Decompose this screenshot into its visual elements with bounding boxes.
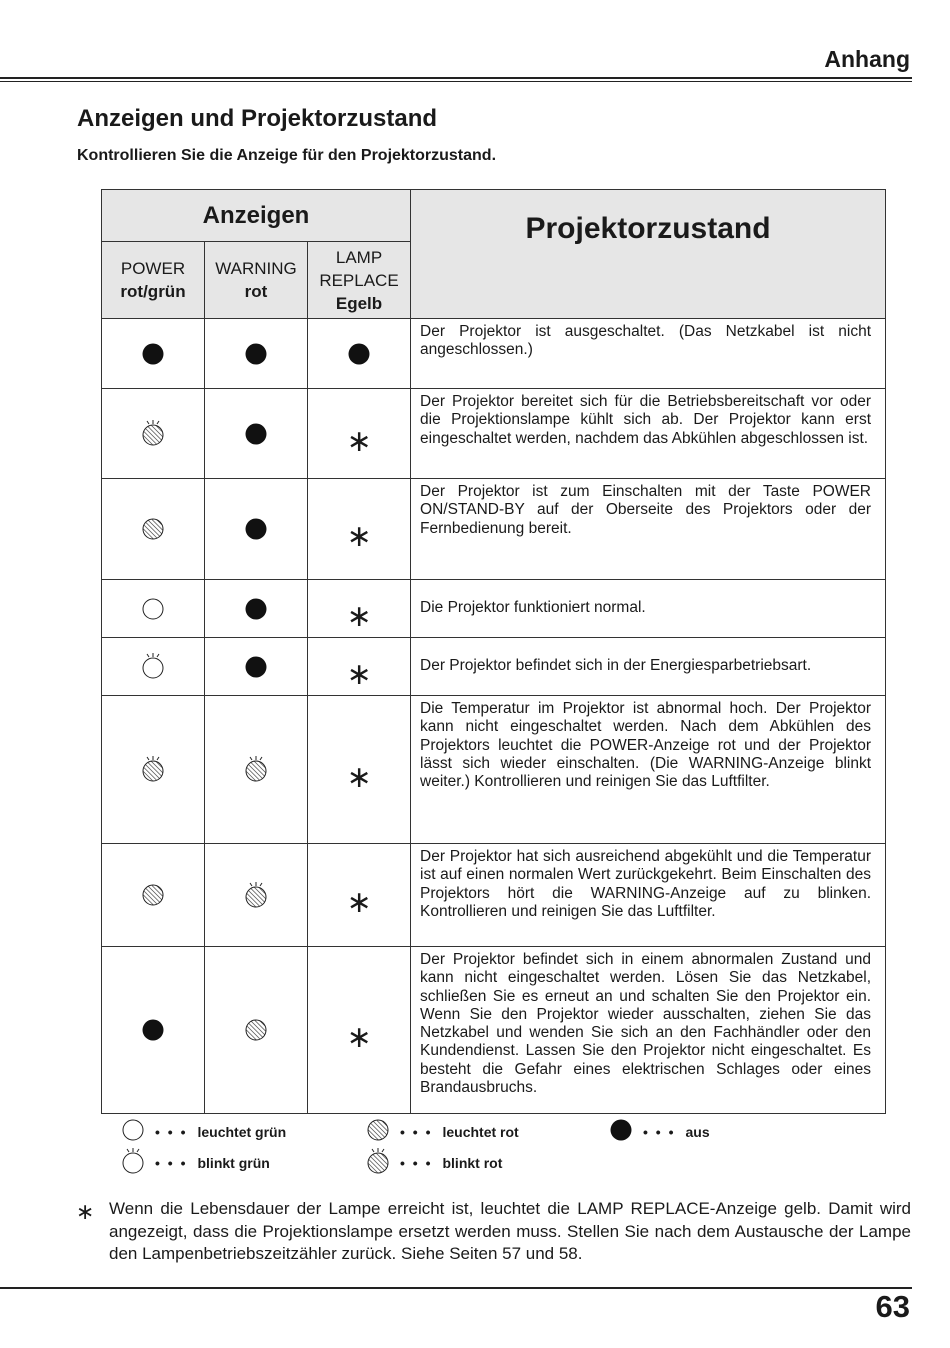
power-indicator-cell	[102, 947, 205, 1114]
legend-off	[609, 1119, 710, 1144]
led-red-blink-icon	[141, 761, 165, 778]
legend-green-blink-label: blinkt grün	[197, 1155, 270, 1171]
led-off-icon	[244, 345, 268, 362]
section-label: Anhang	[824, 46, 910, 72]
state-description: Der Projektor ist zum Einschalten mit der Taste POWER ON/STAND-BY auf der Oberseite des Projektors oder der Fernbedienung bereit.	[411, 479, 886, 580]
lamp-indicator-cell	[308, 580, 411, 638]
footnote-text: Wenn die Lebensdauer der Lampe erreicht ist, leuchtet die LAMP REPLACE-Anzeige gelb. Damit wird angezeigt, dass die Projektionslampe ersetzt werden muss. Stellen Sie nach dem Austausche der Lampe den Lampenbetriebszeitzähler zurück. Siehe Seiten 57 und 58.	[109, 1199, 911, 1263]
legend-dots: • • •	[155, 1155, 188, 1171]
state-description: Der Projektor hat sich ausreichend abgekühlt und die Temperatur ist auf einen normalen Wert zurückgekehrt. Beim Einschalten des Projektors hört die WARNING-Anzeige auf zu blinken. Kontrollieren und reinigen Sie das Luftfilter.	[411, 844, 886, 947]
power-indicator-cell	[102, 638, 205, 696]
indicator-table	[101, 189, 886, 1114]
state-description: Der Projektor befindet sich in einem abnormalen Zustand und kann nicht eingeschaltet werden. Lösen Sie das Netzkabel, schließen Sie es erneut an und schalten Sie den Projektor ein. Wenn Sie den Projektor wieder ausschalten, ziehen Sie das Netzkabel und wenden Sie sich an den Fachhändler oder den Kundendienst. Lassen Sie den Projektor nicht eingeschaltet. Es besteht die Gefahr eines elektrischen Schlages oder eines Brandausbruchs.	[411, 947, 886, 1114]
power-indicator-cell	[102, 389, 205, 479]
led-red-icon	[366, 1119, 390, 1144]
led-green-icon	[121, 1119, 145, 1144]
asterisk-icon: ∗	[346, 599, 372, 633]
state-description: Die Projektor funktioniert normal.	[411, 580, 886, 638]
lamp-indicator-cell	[308, 947, 411, 1114]
led-red-icon	[244, 1021, 268, 1038]
warning-indicator-cell	[205, 389, 308, 479]
table-row	[102, 319, 886, 389]
warning-indicator-cell	[205, 638, 308, 696]
legend-dots: • • •	[643, 1123, 676, 1140]
footer-rule	[0, 1287, 912, 1289]
asterisk-icon: ∗	[346, 1021, 372, 1054]
projector-state-header: Projektorzustand	[411, 190, 886, 319]
led-red-icon	[141, 886, 165, 903]
warning-indicator-cell	[205, 696, 308, 844]
led-off-icon	[244, 520, 268, 537]
lamp-indicator-cell	[308, 389, 411, 479]
led-green-icon	[141, 600, 165, 617]
asterisk-icon: ∗	[346, 886, 372, 919]
warning-indicator-cell	[205, 580, 308, 638]
asterisk-icon: ∗	[346, 520, 372, 553]
asterisk-icon: ∗	[346, 424, 372, 458]
legend-green	[121, 1119, 286, 1144]
table-row	[102, 389, 886, 479]
led-off-icon	[609, 1119, 633, 1144]
led-off-icon	[244, 425, 268, 442]
asterisk-icon: ∗	[346, 760, 372, 794]
legend-red-blink	[366, 1148, 502, 1178]
led-red-blink-icon	[366, 1148, 390, 1178]
state-description: Der Projektor ist ausgeschaltet. (Das Netzkabel ist nicht angeschlossen.)	[411, 319, 886, 389]
warning-indicator-cell	[205, 479, 308, 580]
led-off-icon	[141, 345, 165, 362]
legend-red-blink-label: blinkt rot	[442, 1155, 503, 1171]
power-indicator-cell	[102, 696, 205, 844]
led-off-icon	[244, 600, 268, 617]
intro-text: Kontrollieren Sie die Anzeige für den Projektorzustand.	[77, 147, 497, 164]
legend-green-label: leuchtet grün	[197, 1123, 287, 1140]
power-indicator-cell	[102, 479, 205, 580]
state-description: Der Projektor befindet sich in der Energiesparbetriebsart.	[411, 638, 886, 696]
header-rule-thin	[0, 81, 912, 82]
table-row	[102, 844, 886, 947]
led-off-icon	[141, 1021, 165, 1038]
legend-dots: • • •	[400, 1155, 433, 1171]
power-column-header: POWER rot/grün	[102, 242, 205, 319]
warning-column-header: WARNING rot	[205, 242, 308, 319]
asterisk-icon: ∗	[346, 657, 372, 691]
power-indicator-cell	[102, 580, 205, 638]
legend-off-label: aus	[685, 1123, 710, 1140]
state-description: Der Projektor bereitet sich für die Betriebsbereitschaft vor oder die Projektionslampe kühlt sich ab. Der Projektor kann erst eingeschaltet werden, nachdem das Abkühlen abgeschlossen ist.	[411, 389, 886, 479]
power-indicator-cell	[102, 844, 205, 947]
led-red-icon	[141, 520, 165, 537]
table-row	[102, 580, 886, 638]
table-row	[102, 947, 886, 1114]
lamp-replace-column-header: LAMP REPLACE Egelb	[308, 242, 411, 319]
lamp-indicator-cell	[308, 696, 411, 844]
warning-indicator-cell	[205, 947, 308, 1114]
header-rule	[0, 77, 912, 79]
footnote-asterisk: ∗	[76, 1199, 95, 1224]
led-off-icon	[244, 658, 268, 675]
warning-indicator-cell	[205, 844, 308, 947]
page-number: 63	[875, 1289, 910, 1324]
table-row	[102, 696, 886, 844]
indicators-header: Anzeigen	[102, 190, 411, 242]
led-red-blink-icon	[244, 886, 268, 903]
legend-dots: • • •	[155, 1123, 188, 1140]
legend-red-label: leuchtet rot	[442, 1123, 519, 1140]
state-description: Die Temperatur im Projektor ist abnormal hoch. Der Projektor kann nicht eingeschaltet werden. Nach dem Abkühlen des Projektors leuchtet die POWER-Anzeige rot und der Projektor lässt sich wieder einschalten. (Die WARNING-Anzeige blinkt weiter.) Kontrollieren und reinigen Sie das Luftfilter.	[411, 696, 886, 844]
page-title: Anzeigen und Projektorzustand	[77, 105, 438, 132]
lamp-indicator-cell	[308, 479, 411, 580]
power-indicator-cell	[102, 319, 205, 389]
legend-red	[366, 1119, 519, 1144]
led-green-blink-icon	[141, 658, 165, 675]
table-row	[102, 479, 886, 580]
legend-dots: • • •	[400, 1123, 433, 1140]
led-green-blink-icon	[121, 1148, 145, 1178]
led-off-icon	[347, 345, 371, 362]
warning-indicator-cell	[205, 319, 308, 389]
table-row	[102, 638, 886, 696]
lamp-indicator-cell	[308, 638, 411, 696]
led-red-blink-icon	[141, 425, 165, 442]
led-red-blink-icon	[244, 761, 268, 778]
lamp-indicator-cell	[308, 844, 411, 947]
lamp-indicator-cell	[308, 319, 411, 389]
legend-green-blink	[121, 1148, 270, 1178]
